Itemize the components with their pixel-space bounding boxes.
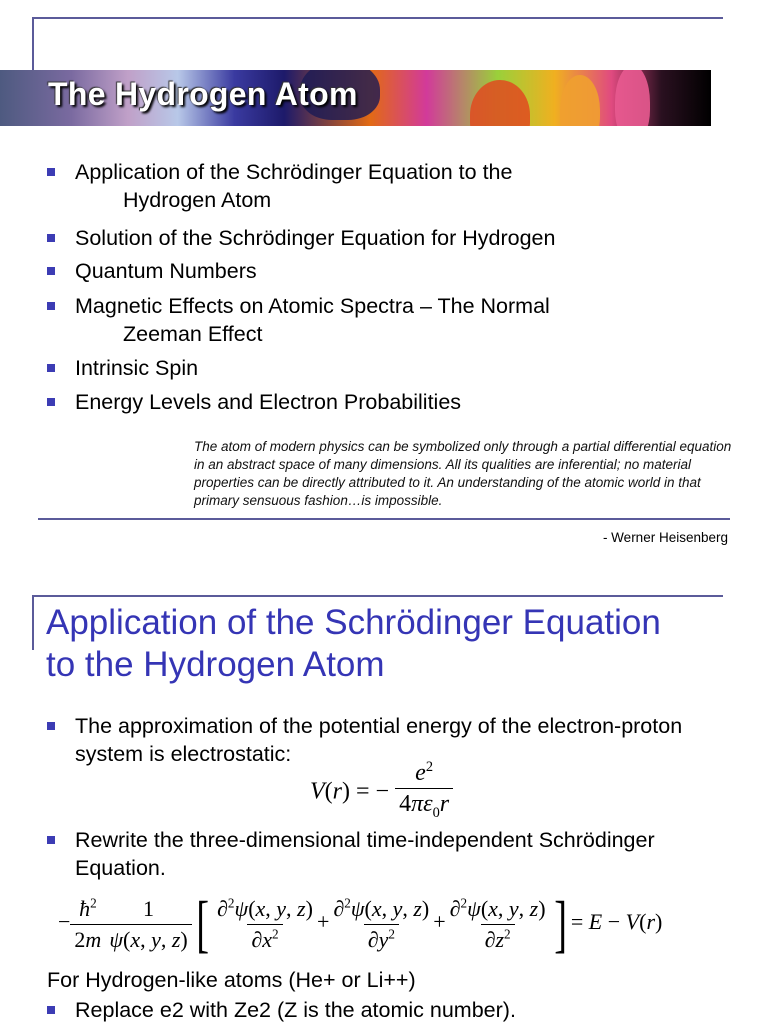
list-item: Application of the Schrödinger Equation to the Hydrogen Atom <box>75 158 735 214</box>
frame-left-line <box>32 17 34 70</box>
topic-list <box>75 158 735 416</box>
bullet-square-icon <box>47 1006 55 1014</box>
list-item: Intrinsic Spin <box>75 354 735 382</box>
list-item: The approximation of the potential energy of the electron-proton system is electrostatic: <box>75 712 745 768</box>
slide-title: Application of the Schrödinger Equation to the Hydrogen Atom <box>46 603 661 684</box>
list-item: Magnetic Effects on Atomic Spectra – The Normal Zeeman Effect <box>75 292 735 348</box>
bullet-square-icon <box>47 267 55 275</box>
list-item: Solution of the Schrödinger Equation for Hydrogen <box>75 224 735 252</box>
bullet-square-icon <box>47 722 55 730</box>
quote-attribution: - Werner Heisenberg <box>602 530 728 545</box>
content-list-2 <box>75 826 745 882</box>
coulomb-potential-equation: V(r) = − $\frac{e^2}{4\pi\varepsilon_0r}$ <box>310 760 453 826</box>
slide-title: The Hydrogen Atom <box>48 76 358 112</box>
content-list-3 <box>75 996 745 1024</box>
title-banner <box>0 70 711 126</box>
bullet-square-icon <box>47 302 55 310</box>
bullet-square-icon <box>47 364 55 372</box>
hydrogen-like-note: For Hydrogen-like atoms (He+ or Li++) <box>47 968 416 992</box>
bullet-square-icon <box>47 836 55 844</box>
frame-left-line <box>32 595 34 650</box>
slide-schrodinger-application <box>0 580 768 1024</box>
frame-top-line <box>32 595 723 597</box>
bullet-square-icon <box>47 234 55 242</box>
list-item: Quantum Numbers <box>75 257 735 285</box>
bullet-square-icon <box>47 168 55 176</box>
list-item: Rewrite the three-dimensional time-independent Schrödinger Equation. <box>75 826 745 882</box>
list-item: Energy Levels and Electron Probabilities <box>75 388 735 416</box>
bullet-square-icon <box>47 398 55 406</box>
quote-divider <box>38 518 730 520</box>
heisenberg-quote: The atom of modern physics can be symbolized only through a partial differential equation in an abstract space of many dimensions. All its qualities are inferential; no material properties can be directly attributed to it. An understanding of the atomic world in that primary sensuous fashion…is impossible. <box>194 439 732 508</box>
list-item: Replace e2 with Ze2 (Z is the atomic number). <box>75 996 745 1024</box>
frame-top-line <box>32 17 723 19</box>
schrodinger-3d-equation: − $\frac{ħ^2}{2m}$ $\frac{1}{\psi(x, y, z)}$ [ $\frac{\partial^2\psi(x, y, z)}{\partial x^2}$ + $\frac{\partial^2\psi(x, y, z)}{\partial y^2}$ + $\frac{\partial^2\psi(x, y, z)}{\partial z^2}$ ] = E − V(r) <box>58 888 663 959</box>
